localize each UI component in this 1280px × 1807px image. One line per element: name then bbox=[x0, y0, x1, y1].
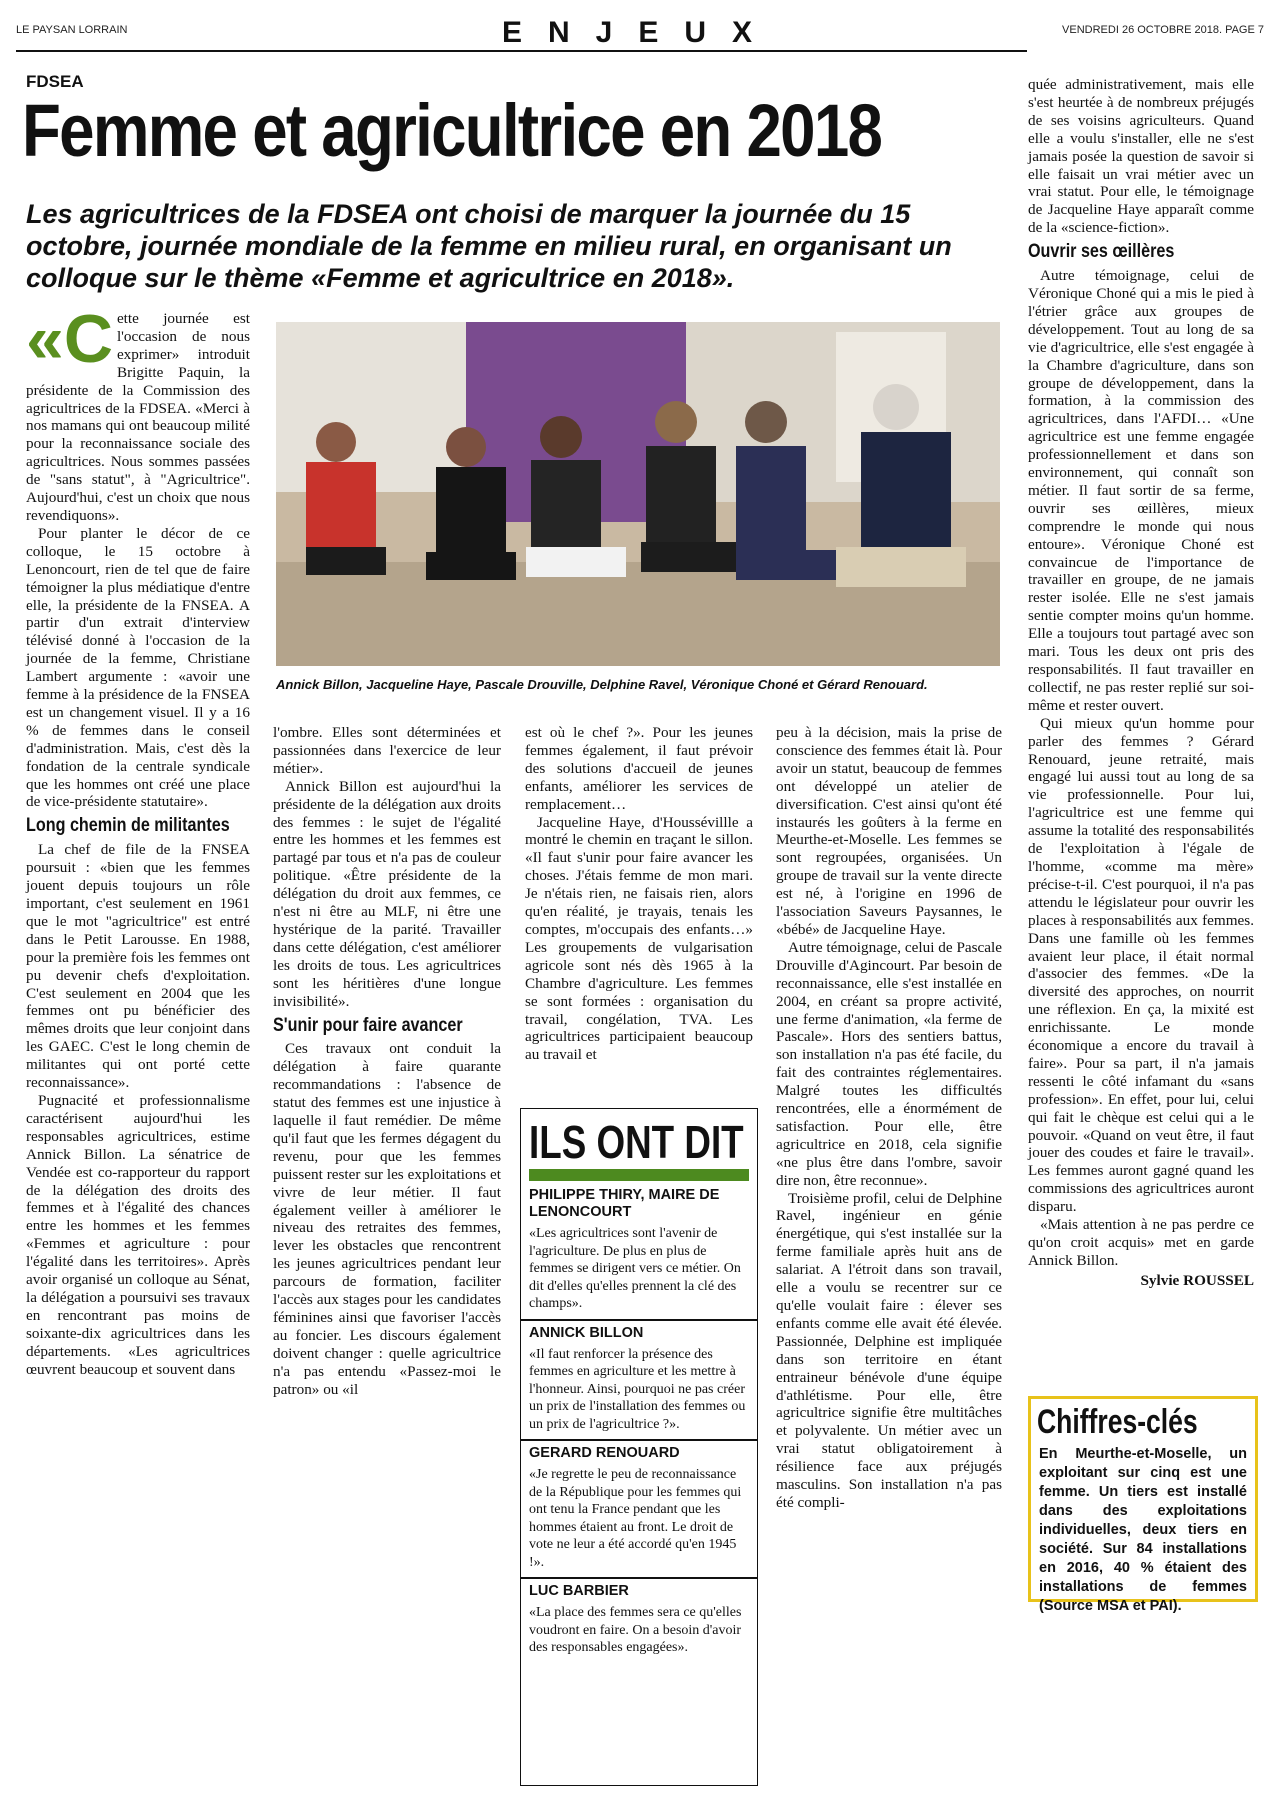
col4-paragraph-1: peu à la décision, mais la prise de conscience des femmes était là. Pour avoir un statut, beaucoup de femmes ont développé un atelier de diversification. C'est ainsi qu'ont été instaurés les goûters à la ferme en Meurthe-et-Moselle. Les femmes se sont regroupées, organisées. Un groupe de travail sur la vente directe est né, à l'origine en 1996 de l'association Saveurs Paysannes, le «bébé» de Jacqueline Haye. bbox=[776, 724, 1002, 938]
article-column-1 bbox=[26, 301, 250, 1378]
chiffres-cles-title: Chiffres-clés bbox=[1037, 1403, 1198, 1441]
section-title: ENJEUX bbox=[501, 16, 779, 49]
green-bar bbox=[529, 1169, 749, 1181]
quote-block bbox=[521, 1325, 757, 1434]
drop-cap-letter: C bbox=[63, 301, 113, 377]
ils-ont-dit-box bbox=[520, 1108, 758, 1786]
quote-text: «Il faut renforcer la présence des femmes en agriculture et les mettre à l'honneur. Ainsi, pourquoi ne pas créer un prix de l'installation des femmes ou un prix de l'agricultrice ?». bbox=[529, 1346, 746, 1432]
quote-text: «La place des femmes sera ce qu'elles voudront en faire. On a besoin d'avoir des responsables engagées». bbox=[529, 1605, 742, 1655]
col2-paragraph-3: Ces travaux ont conduit la délégation à faire quarante recommandations : l'absence de statut des femmes est une injustice à laquelle il faut remédier. De même qu'il faut que les fermes dégagent du revenu, pour que les femmes puissent rester sur les exploitations et vivre de leur métier. Il faut également veiller à améliorer le niveau des retraites des femmes, lever les obstacles que rencontrent les jeunes agricultrices pendant leur parcours de formation, faciliter l'accès aux stages pour les candidates féminines ainsi que favoriser l'accès au foncier. Les discours également doivent changer : quelle agricultrice n'a pas entendu «Passez-moi le patron» ou «il bbox=[273, 1040, 501, 1398]
col4-paragraph-3: Troisième profil, celui de Delphine Ravel, ingénieur en génie énergétique, qui s'est installée sur la ferme familiale après huit ans de salariat. A l'étroit dans son travail, elle a voulu se recentrer sur ce qu'elle voulait faire : élever ses enfants comme elle avait été élevée. Passionnée, Delphine est impliquée dans son territoire en étant entraineur bénévole d'une équipe d'athlétisme. Pour elle, être agricultrice signifie être multitâches et polyvalente. Un métier avec un vrai statut obligatoirement à résilience face aux préjugés masculins. Son installation n'a pas été compli- bbox=[776, 1189, 1002, 1511]
quote-block bbox=[521, 1187, 757, 1313]
article-title: Femme et agricultrice en 2018 bbox=[22, 89, 882, 172]
panel-photo-illustration bbox=[276, 322, 1000, 666]
col3-paragraph-1: est où le chef ?». Pour les jeunes femmes également, il faut prévoir des solutions d'accueil de jeunes enfants, améliorer les services de remplacement… bbox=[525, 724, 753, 813]
quote-separator bbox=[521, 1439, 757, 1441]
article-column-5 bbox=[1028, 76, 1254, 1290]
article-photo bbox=[276, 322, 1000, 666]
ils-ont-dit-title: ILS ONT DIT bbox=[529, 1116, 744, 1168]
quote-author: PHILIPPE THIRY, MAIRE DE LENONCOURT bbox=[529, 1187, 720, 1220]
quote-separator bbox=[521, 1319, 757, 1321]
author-signature: Sylvie ROUSSEL bbox=[1140, 1271, 1254, 1289]
article-column-3 bbox=[525, 724, 753, 1064]
quote-block bbox=[521, 1445, 757, 1571]
article-lede: Les agricultrices de la FDSEA ont choisi de marquer la journée du 15 octobre, journée mondiale de la femme en milieu rural, en organisant un colloque sur le thème «Femme et agricultrice en 2018». bbox=[26, 199, 952, 293]
subheading-long-chemin: Long chemin de militantes bbox=[26, 815, 230, 837]
col5-paragraph-3: Qui mieux qu'un homme pour parler des femmes ? Gérard Renouard, jeune retraité, mais engagé lui aussi tout au long de sa vie professionnelle. Pour lui, l'agricultrice est une femme qui assume la totalité des responsabilités de l'exploitation à l'égale de l'homme, «comme ma mère» précise-t-il. C'est pourquoi, il n'a pas attendu le législateur pour ouvrir les places à responsabilités aux femmes. Dans une famille où les femmes avaient leur place, il était normal d'associer des femmes. «De la diversité des approches, on nourrit une réflexion. En ça, la mixité est enrichissante. Le monde économique a encore du travail à faire». Pour sa part, il n'a jamais ressenti le côté infamant du «sans profession». En effet, pour lui, celui qui fait le chèque est celui qui a le pouvoir. «Quand on veut être, il faut jouer des coudes et faire le travail». Les femmes auront gagné quand les commissions des agricultrices auront disparu. bbox=[1028, 714, 1254, 1216]
quote-text: «Je regrette le peu de reconnaissance de la République pour les femmes qui ont tenu la France pendant que les hommes étaient au front. Le droit de vote ne leur a été accordé qu'en 1945 !». bbox=[529, 1467, 742, 1570]
col3-paragraph-2: Jacqueline Haye, d'Houssévillle a montré le chemin en traçant le sillon. «Il faut s'unir pour faire avancer les choses. J'étais femme de mon mari. Je n'étais rien, ne faisais rien, alors qu'en réalité, je trayais, tenais les comptes, m'occupais des enfants…» Les groupements de vulgarisation agricole sont nés dès 1965 à la Chambre d'agriculture. Les femmes se sont formées : organisation du travail, congélation, TVA. Les agricultrices participaient beaucoup au travail et bbox=[525, 813, 753, 1064]
drop-cap bbox=[26, 301, 113, 377]
col4-paragraph-2: Autre témoignage, celui de Pascale Drouville d'Agincourt. Par besoin de reconnaissance, elle s'est installée en 2004, en créant sa propre activité, une ferme d'animation, «la ferme de Pascale». Hors des sentiers battus, son installation n'a pas été facile, du fait des contraintes réglementaires. Malgré toutes les difficultés rencontrées, elle a énormément de satisfaction. Pour elle, être agricultrice en 2018, cela signifie «ne plus être dans l'ombre, savoir dire non, être reconnue». bbox=[776, 938, 1002, 1189]
newspaper-name: LE PAYSAN LORRAIN bbox=[16, 24, 128, 36]
article-kicker: FDSEA bbox=[26, 72, 84, 91]
photo-caption: Annick Billon, Jacqueline Haye, Pascale Drouville, Delphine Ravel, Véronique Choné et Gérard Renouard. bbox=[276, 677, 928, 692]
col2-paragraph-2: Annick Billon est aujourd'hui la présidente de la délégation aux droits des femmes : le sujet de l'égalité entre les hommes et les femmes est partagé par tous et n'a pas de couleur politique. «Être présidente de la délégation du droit aux femmes, ce n'est ni être au MLF, ni être une hystérique de la parité. Travailler dans cette délégation, c'est améliorer les droits de tous. Les agricultrices sont les héritières d'une longue invisibilité». bbox=[273, 777, 501, 1010]
quote-author: GERARD RENOUARD bbox=[529, 1445, 680, 1461]
quote-separator bbox=[521, 1577, 757, 1579]
quote-text: «Les agricultrices sont l'avenir de l'agriculture. De plus en plus de femmes se dirigent vers ce métier. On dit d'elles qu'elles prennent la clé des champs». bbox=[529, 1226, 741, 1311]
col5-paragraph-1: quée administrativement, mais elle s'est heurtée à de nombreux préjugés de ses voisins agriculteurs. Quand elle a voulu s'installer, elle ne s'est jamais posée la question de savoir si elle faisait un vrai métier avec un vrai statut. Pour elle, le témoignage de Jacqueline Haye apparaît comme de la «science-fiction». bbox=[1028, 76, 1254, 237]
col1-paragraph-2: Pour planter le décor de ce colloque, le 15 octobre à Lenoncourt, rien de tel que de faire témoigner la plus médiatique d'entre elle, la présidente de la FNSEA. A partir d'un extrait d'interview télévisé donné à l'occasion de la journée de la femme, Christiane Lambert argumente : «avoir une femme à la présidence de la FNSEA est un changement visuel. Il y a 16 % de femmes dans le conseil d'administration. Mais, c'est dès la fondation de la centrale syndicale que les hommes ont créé une place de vice-présidente statutaire». bbox=[26, 524, 250, 811]
col1-paragraph-4: Pugnacité et professionnalisme caractérisent aujourd'hui les responsables agricultrices, estime Annick Billon. La sénatrice de Vendée est co-rapporteur du rapport de la délégation des droits des femmes et à l'égalité des chances entre les hommes et les femmes «Femmes et agriculture : pour l'égalité dans les territoires». Après avoir organisé un colloque au Sénat, la délégation a poursuivi ses travaux en rencontrant pas moins de soixante-dix agricultrices dans les départements. «Les agricultrices œuvrent beaucoup et souvent dans bbox=[26, 1091, 250, 1378]
col2-paragraph-1: l'ombre. Elles sont déterminées et passionnées dans l'exercice de leur métier». bbox=[273, 724, 501, 777]
issue-date-page: VENDREDI 26 OCTOBRE 2018. PAGE 7 bbox=[1062, 24, 1264, 36]
col1-paragraph-1: ette journée est l'occasion de nous exprimer» introduit Brigitte Paquin, la présidente de la Commission des agricultrices de la FDSEA. «Merci à nos mamans qui ont beaucoup milité pour la reconnaissance sociale des agricultrices. Nous sommes passées de "sans statut", à "Agricultrice". Aujourd'hui, c'est un choix que nous revendiquons». bbox=[26, 310, 250, 524]
drop-cap-quote: « bbox=[26, 301, 64, 377]
header-rule bbox=[16, 50, 1027, 52]
chiffres-cles-text: En Meurthe-et-Moselle, un exploitant sur cinq est une femme. Un tiers est installé dans des exploitations individuelles, deux tiers en société. Sur 84 installations en 2016, 40 % étaient des installations de femmes (Source MSA et PAI). bbox=[1039, 1446, 1247, 1614]
quote-block bbox=[521, 1583, 757, 1657]
col1-paragraph-3: La chef de file de la FNSEA poursuit : «bien que les femmes jouent depuis toujours un rôle important, c'est seulement en 1961 que le mot "agricultrice" est entré dans le Petit Larousse. En 1988, pour la première fois les femmes ont pu devenir chefs d'exploitation. C'est seulement en 2004 que les femmes ont pu bénéficier des mêmes droits que leur conjoint dans les GAEC. C'est le long chemin de militantes qui ont porté cette reconnaissance». bbox=[26, 841, 250, 1092]
article-paragraph bbox=[26, 301, 250, 525]
chiffres-cles-box bbox=[1028, 1396, 1258, 1614]
subheading-sunir: S'unir pour faire avancer bbox=[273, 1014, 463, 1036]
article-column-4 bbox=[776, 724, 1002, 1512]
quote-author: LUC BARBIER bbox=[529, 1583, 629, 1599]
subheading-ouvrir: Ouvrir ses œillères bbox=[1028, 241, 1175, 263]
article-column-2 bbox=[273, 724, 501, 1399]
col5-paragraph-4: «Mais attention à ne pas perdre ce qu'on croit acquis» met en garde Annick Billon. bbox=[1028, 1216, 1254, 1269]
col5-paragraph-2: Autre témoignage, celui de Véronique Choné qui a mis le pied à l'étrier grâce aux groupes de développement. Tout au long de sa vie d'agricultrice, elle s'est engagée à la Chambre d'agriculture, dans son groupe de développement, dans la formation, à la commission des agricultrices, dans l'AFDI… «Une agricultrice est une femme engagée professionnellement et dans son environnement, qui connaît son métier. Il faut sortir de sa ferme, ouvrir ses œillères, mieux comprendre le monde qui nous entoure». Véronique Choné est convaincue de l'importance de travailler en groupe, de ne jamais rester isolée. Elle ne s'est jamais sentie compter moins qu'un homme. Elle a toujours tout partagé avec son mari. Tous les deux ont pris des responsabilités. Il faut travailler en collectif, ne pas rester replié sur soi-même et rester ouvert. bbox=[1028, 267, 1254, 714]
quote-author: ANNICK BILLON bbox=[529, 1324, 644, 1341]
